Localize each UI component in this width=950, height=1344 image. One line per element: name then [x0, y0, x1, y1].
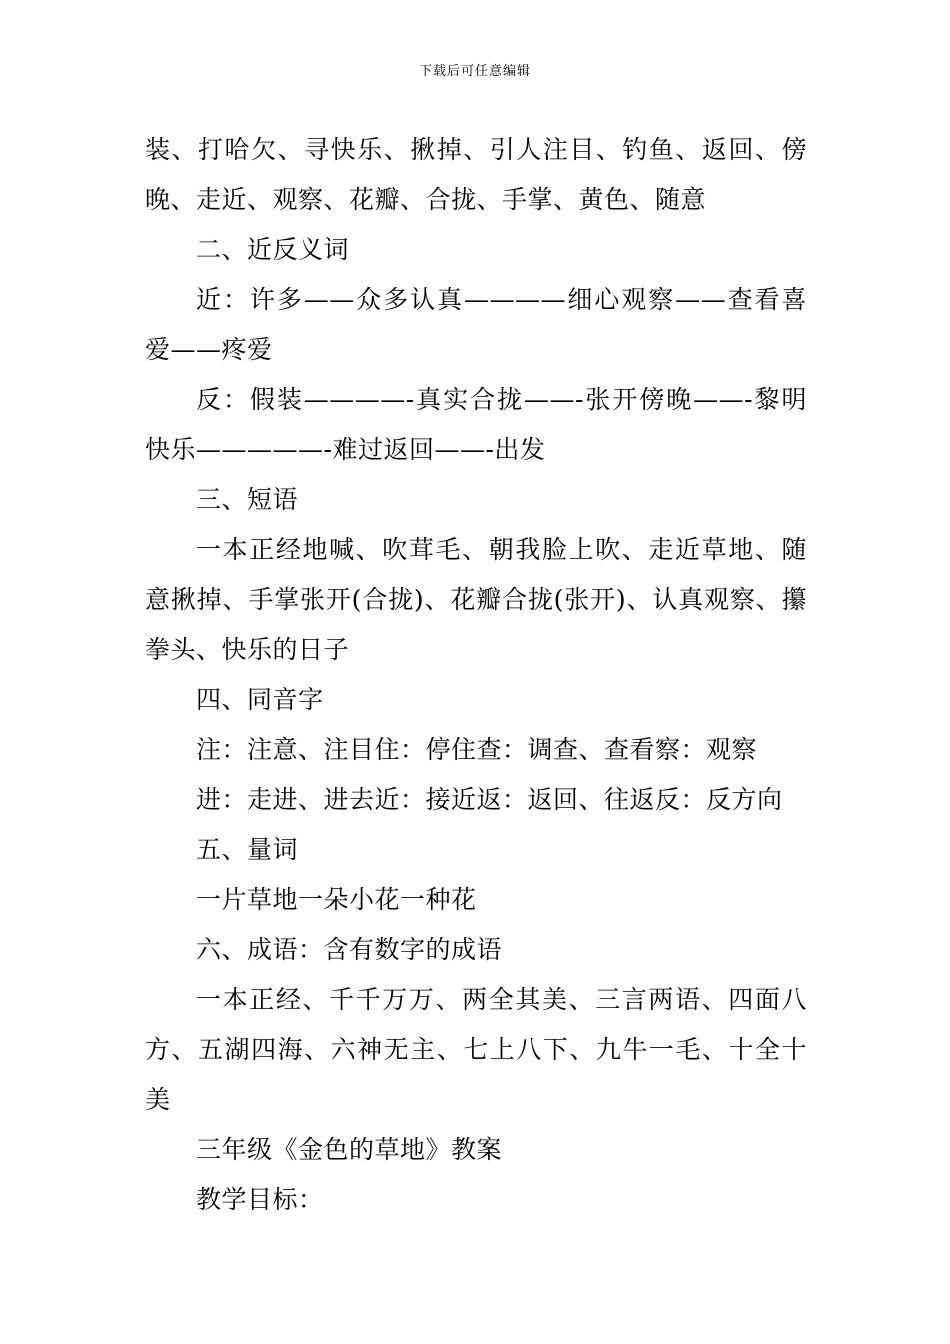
paragraph-idioms: 一本正经、千千万万、两全其美、三言两语、四面八方、五湖四海、六神无主、七上八下、九牛一毛、十全十美 — [145, 985, 807, 1114]
paragraph-antonyms: 反：假装————-真实合拢——-张开傍晚——-黎明快乐—————-难过返回——-出发 — [145, 385, 807, 464]
paragraph-homophones-2: 进：走进、进去近：接近返：返回、往返反：反方向 — [196, 785, 783, 814]
paragraph-homophones-1: 注：注意、注目住：停住查：调查、查看察：观察 — [196, 735, 758, 764]
paragraph-measure-words: 一片草地一朵小花一种花 — [196, 885, 477, 914]
section-heading-measure-words: 五、量词 — [196, 835, 299, 864]
teaching-objectives-heading: 教学目标： — [196, 1185, 324, 1214]
document-body — [145, 125, 807, 1225]
section-heading-phrases: 三、短语 — [196, 485, 299, 514]
lesson-plan-title: 三年级《金色的草地》教案 — [196, 1135, 503, 1164]
paragraph-vocabulary-continued: 装、打哈欠、寻快乐、揪掉、引人注目、钓鱼、返回、傍晚、走近、观察、花瓣、合拢、手掌、黄色、随意 — [145, 135, 807, 214]
paragraph-synonyms: 近：许多——众多认真————细心观察——查看喜爱——疼爱 — [145, 285, 807, 364]
section-heading-idioms: 六、成语：含有数字的成语 — [196, 935, 503, 964]
section-heading-synonyms-antonyms: 二、近反义词 — [196, 235, 350, 264]
section-heading-homophones: 四、同音字 — [196, 685, 324, 714]
paragraph-phrases: 一本正经地喊、吹茸毛、朝我脸上吹、走近草地、随意揪掉、手掌张开(合拢)、花瓣合拢(张开)、认真观察、攥拳头、快乐的日子 — [145, 535, 807, 664]
page-header: 下载后可任意编辑 — [418, 64, 531, 79]
